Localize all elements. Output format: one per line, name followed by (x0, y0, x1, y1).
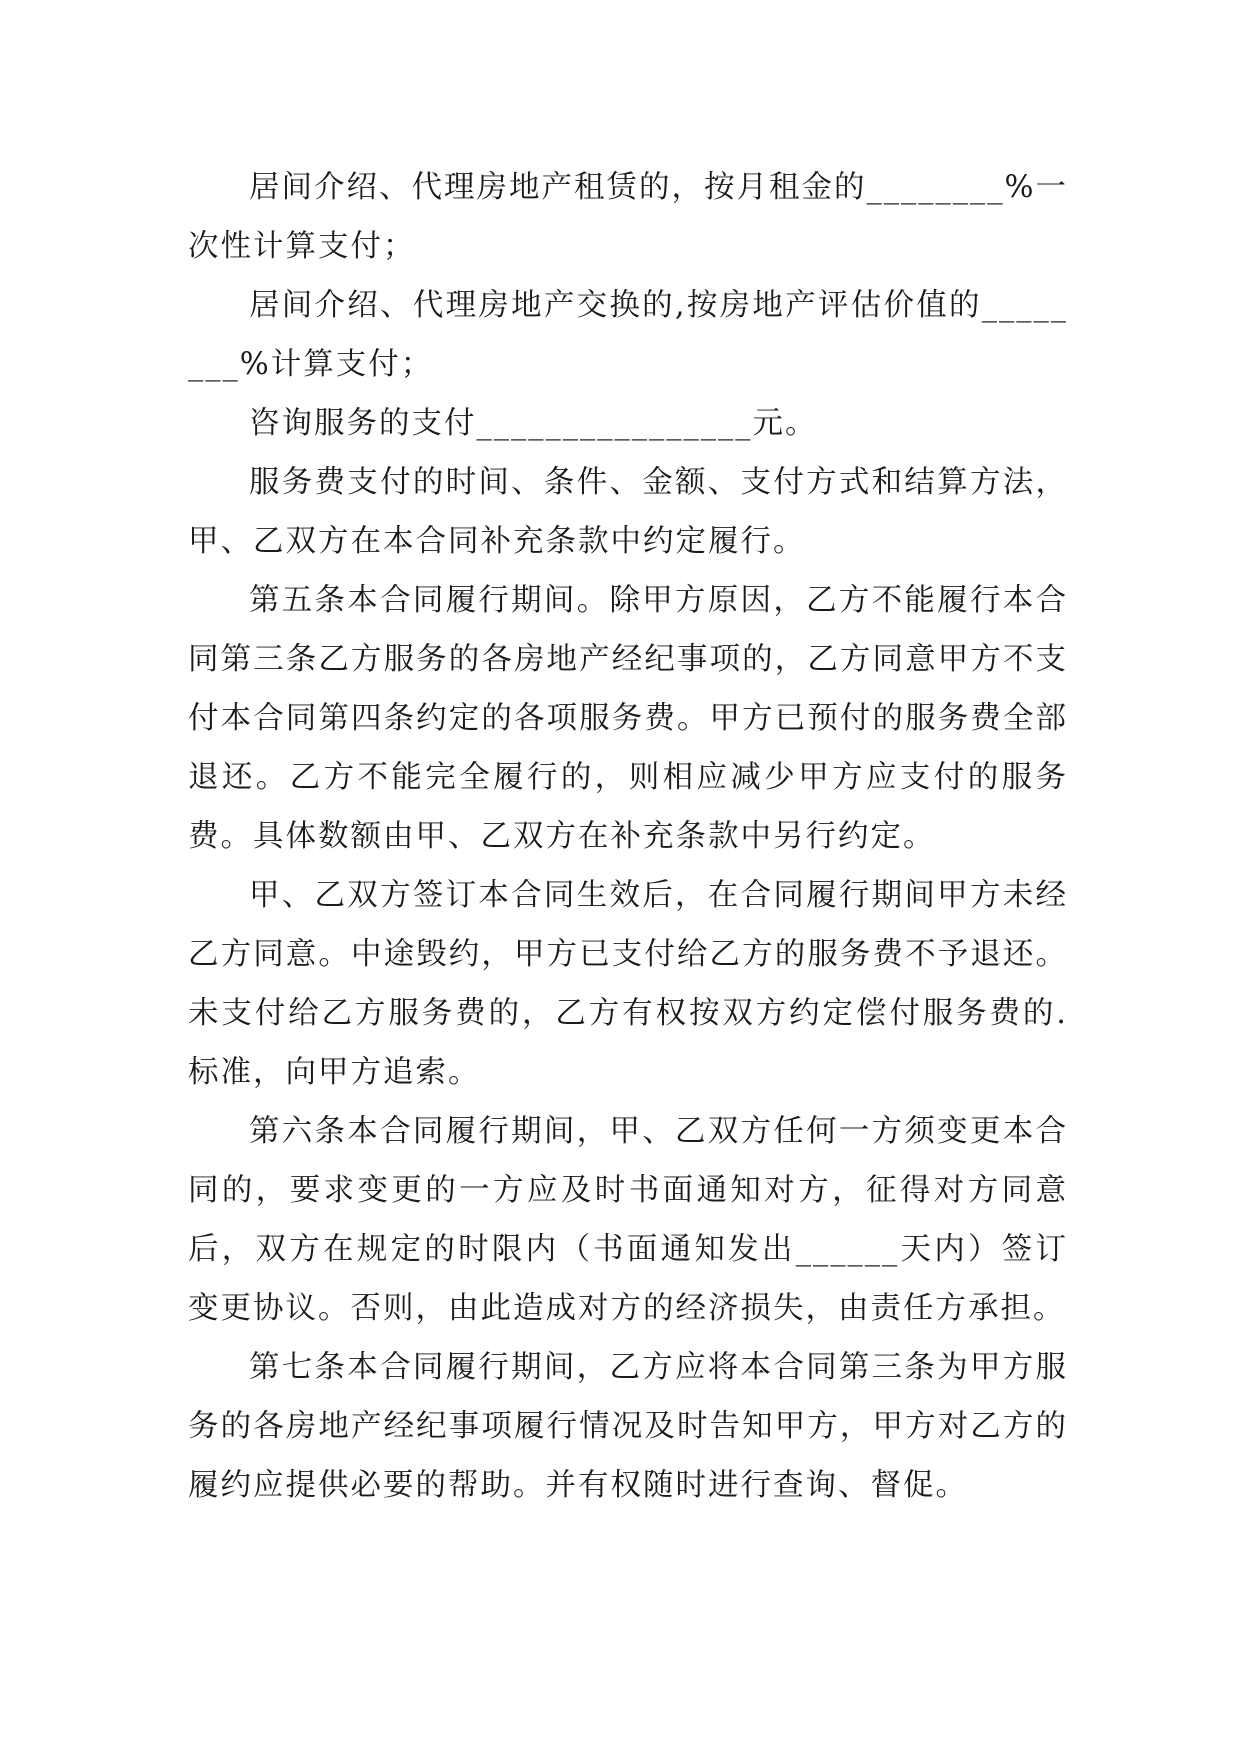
paragraph-article-5: 第五条本合同履行期间。除甲方原因，乙方不能履行本合同第三条乙方服务的各房地产经纪事项的，乙方同意甲方不支付本合同第四条约定的各项服务费。甲方已预付的服务费全部退还。乙方不能完全履行的，则相应减少甲方应支付的服务费。具体数额由甲、乙双方在补充条款中另行约定。 (188, 583, 1068, 854)
paragraph-breach-of-contract: 甲、乙双方签订本合同生效后，在合同履行期间甲方未经乙方同意。中途毁约，甲方已支付给乙方的服务费不予退还。未支付给乙方服务费的，乙方有权按双方约定偿付服务费的.标准，向甲方追索。 (188, 878, 1068, 1090)
contract-body (188, 158, 1068, 1515)
paragraph-rental-fee: 居间介绍、代理房地产租赁的，按月租金的________%一次性计算支付； (188, 170, 1068, 264)
paragraph-exchange-fee: 居间介绍、代理房地产交换的,按房地产评估价值的________%计算支付； (188, 288, 1068, 382)
paragraph-article-6: 第六条本合同履行期间，甲、乙双方任何一方须变更本合同的，要求变更的一方应及时书面通知对方，征得对方同意后，双方在规定的时限内（书面通知发出______天内）签订变更协议。否则，由此造成对方的经济损失，由责任方承担。 (188, 1114, 1068, 1326)
paragraph-payment-terms: 服务费支付的时间、条件、金额、支付方式和结算方法，甲、乙双方在本合同补充条款中约定履行。 (188, 465, 1068, 559)
paragraph-consulting-fee: 咨询服务的支付________________元。 (249, 406, 818, 441)
paragraph-article-7: 第七条本合同履行期间，乙方应将本合同第三条为甲方服务的各房地产经纪事项履行情况及时告知甲方，甲方对乙方的履约应提供必要的帮助。并有权随时进行查询、督促。 (188, 1350, 1068, 1503)
